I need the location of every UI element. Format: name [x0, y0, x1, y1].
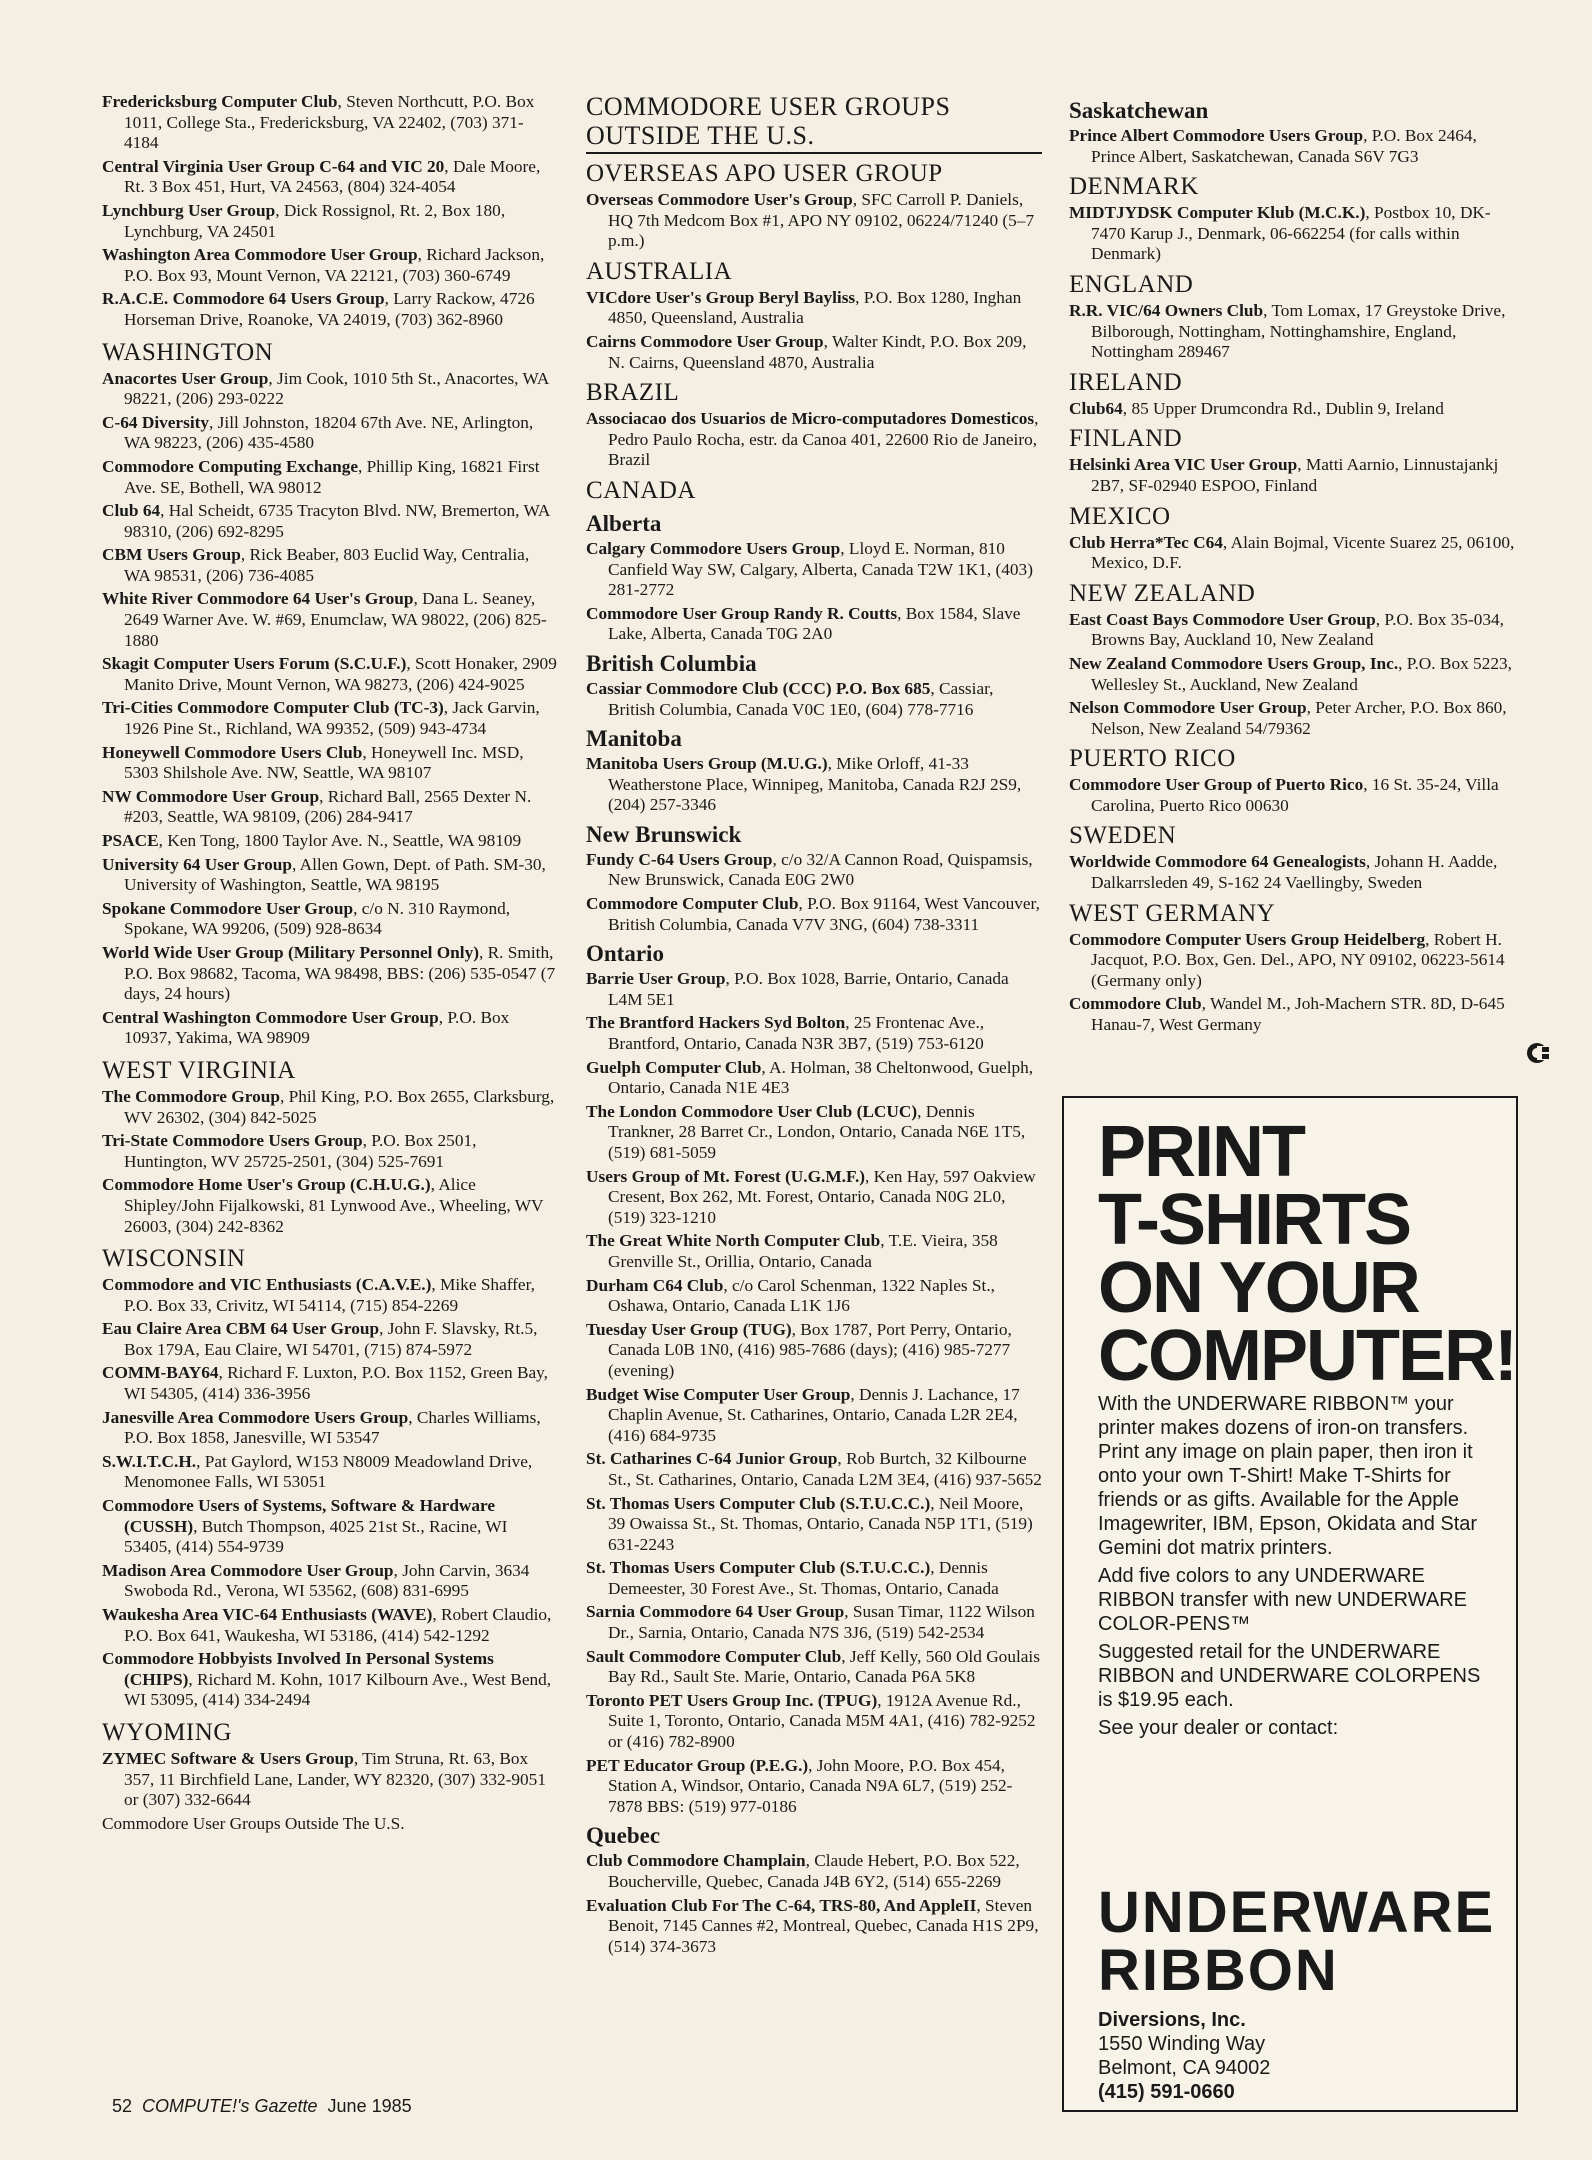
- group-details: , Charles Williams, P.O. Box 1858, Janesville, WI 53547: [124, 1407, 541, 1448]
- group-name: Commodore Users of Systems, Software & Hardware (CUSSH): [102, 1496, 496, 1536]
- group-name: Durham C64 Club: [586, 1275, 724, 1295]
- listing-entry: [102, 1452, 558, 1493]
- group-details: , c/o 32/A Cannon Road, Quispamsis, New Brunswick, Canada E0G 2W0: [608, 849, 1033, 890]
- group-details: , 1912A Avenue Rd., Suite 1, Toronto, Ontario, Canada M5M 4A1, (416) 782-9252 or (416) 782-8900: [608, 1690, 1036, 1752]
- province-heading: New Brunswick: [586, 821, 742, 847]
- headline-line: PRINT: [1098, 1112, 1304, 1192]
- group-name: CBM Users Group: [102, 545, 241, 565]
- group-name: R.A.C.E. Commodore 64 Users Group: [102, 289, 385, 309]
- group-details: , Steven Benoit, 7145 Cannes #2, Montreal, Quebec, Canada H1S 2P9, (514) 374-3673: [608, 1895, 1039, 1956]
- group-name: Toronto PET Users Group Inc. (TPUG): [586, 1690, 878, 1710]
- page-footer: [112, 2096, 412, 2117]
- section-heading: CANADA: [586, 476, 696, 504]
- group-details: , Matti Aarnio, Linnustajankj 2B7, SF-02940 ESPOO, Finland: [1091, 455, 1499, 495]
- group-name: COMM-BAY64: [102, 1363, 219, 1383]
- group-details: , SFC Carroll P. Daniels, HQ 7th Medcom Box #1, APO NY 09102, 06224/71240 (5–7 p.m.): [608, 190, 1035, 251]
- ad-paragraph: See your dealer or contact:: [1098, 1717, 1339, 1739]
- logo-line: UNDERWARE: [1098, 1880, 1496, 1945]
- group-details: , Cassiar, British Columbia, Canada V0C 1E0, (604) 778-7716: [608, 678, 994, 719]
- group-details: , T.E. Vieira, 358 Grenville St., Orillia, Ontario, Canada: [608, 1231, 998, 1271]
- group-details: , Robert H. Jacquot, P.O. Box, Gen. Del., APO, NY 09102, 06223-5614 (Germany only): [1091, 929, 1505, 990]
- listing-entry: [102, 1087, 558, 1128]
- section-heading: SWEDEN: [1069, 822, 1177, 850]
- listing-entry: [586, 1756, 1042, 1818]
- group-details: , Dana L. Seaney, 2649 Warner Ave. W. #69, Enumclaw, WA 98022, (206) 825-1880: [124, 589, 547, 650]
- group-details: , c/o N. 310 Raymond, Spokane, WA 99206, (509) 928-8634: [124, 898, 511, 939]
- group-name: Commodore Club: [1069, 994, 1202, 1014]
- listing-entry: [102, 413, 558, 454]
- listing-entry: [102, 157, 558, 198]
- listing-entry: [102, 545, 558, 586]
- group-name: The London Commodore User Club (LCUC): [586, 1101, 918, 1121]
- group-name: World Wide User Group (Military Personnel Only): [102, 942, 479, 962]
- group-name: MIDTJYDSK Computer Klub (M.C.K.): [1069, 203, 1366, 223]
- listing-entry: [1069, 775, 1525, 816]
- listing-entry: [102, 1275, 558, 1316]
- section-heading: NEW ZEALAND: [1069, 579, 1256, 607]
- listing-entry: [586, 1167, 1042, 1229]
- group-name: St. Catharines C-64 Junior Group: [586, 1449, 838, 1469]
- group-details: , Steven Northcutt, P.O. Box 1011, College Sta., Fredericksburg, VA 22402, (703) 371-4184: [124, 92, 535, 153]
- group-name: The Commodore Group: [102, 1086, 280, 1106]
- group-name: Commodore Hobbyists Involved In Personal Systems (CHIPS): [102, 1649, 494, 1689]
- issue-date: June 1985: [327, 2096, 412, 2116]
- continuation-note: Commodore User Groups Outside The U.S.: [102, 1813, 405, 1833]
- province-heading: Alberta: [586, 510, 662, 536]
- group-name: Evaluation Club For The C-64, TRS-80, And AppleII: [586, 1895, 977, 1915]
- listing-entry: [1069, 203, 1525, 265]
- group-details: , P.O. Box 1028, Barrie, Ontario, Canada L4M 5E1: [608, 969, 1009, 1009]
- listing-entry: [102, 698, 558, 739]
- section-heading: DENMARK: [1069, 173, 1199, 201]
- group-details: , Johann H. Aadde, Dalkarrsleden 49, S-162 24 Vaellingby, Sweden: [1091, 852, 1498, 893]
- group-name: Skagit Computer Users Forum (S.C.U.F.): [102, 654, 407, 674]
- listing-entry: [586, 679, 1042, 720]
- group-name: St. Thomas Users Computer Club (S.T.U.C.C.): [586, 1493, 931, 1513]
- ad-body: [1098, 1392, 1498, 1744]
- listing-entry: [102, 1561, 558, 1602]
- group-details: , Mike Shaffer, P.O. Box 33, Crivitz, WI 54114, (715) 854-2269: [124, 1275, 535, 1315]
- listing-entry: [586, 1691, 1042, 1753]
- listing-entry: [1069, 994, 1525, 1035]
- listing-entry: [102, 1649, 558, 1711]
- section-heading: AUSTRALIA: [586, 257, 733, 285]
- group-details: , Richard F. Luxton, P.O. Box 1152, Green Bay, WI 54305, (414) 336-3956: [124, 1363, 548, 1404]
- column-2: [586, 92, 1042, 1960]
- group-details: , Richard Jackson, P.O. Box 93, Mount Vernon, VA 22121, (703) 360-6749: [124, 245, 545, 285]
- group-name: Barrie User Group: [586, 969, 726, 989]
- listing-entry: [586, 332, 1042, 373]
- listing-entry: [102, 1605, 558, 1646]
- company-name: Diversions, Inc.: [1098, 2009, 1246, 2031]
- column-3: [1069, 92, 1525, 1039]
- group-name: Waukesha Area VIC-64 Enthusiasts (WAVE): [102, 1605, 433, 1624]
- headline-line: ON YOUR: [1098, 1248, 1419, 1328]
- group-details: , Peter Archer, P.O. Box 860, Nelson, New Zealand 54/79362: [1091, 698, 1507, 738]
- group-name: Users Group of Mt. Forest (U.G.M.F.): [586, 1166, 866, 1186]
- ad-paragraph: With the UNDERWARE RIBBON™ your printer makes dozens of iron-on transfers. Print any image on plain paper, then iron it onto your own T-Shirt! Make T-Shirts for friends or as gifts. Available for the Apple Imagewriter, IBM, Epson, Okidata and Star Gemini dot matrix printers.: [1098, 1393, 1478, 1559]
- listing-entry: [102, 787, 558, 828]
- listing-entry: [586, 409, 1042, 471]
- section-heading: FINLAND: [1069, 425, 1183, 453]
- listing-entry: [102, 1319, 558, 1360]
- group-details: , Alice Shipley/John Fijalkowski, 81 Lynwood Ave., Wheeling, WV 26003, (304) 242-8362: [124, 1175, 544, 1236]
- listing-entry: [102, 1363, 558, 1404]
- group-name: The Great White North Computer Club: [586, 1231, 881, 1251]
- listing-entry: [586, 1494, 1042, 1556]
- group-details: , c/o Carol Schenman, 1322 Naples St., Oshawa, Ontario, Canada L1K 1J6: [608, 1275, 995, 1316]
- group-details: , A. Holman, 38 Cheltonwood, Guelph, Ontario, Canada N1E 4E3: [608, 1057, 1034, 1098]
- group-details: , Dennis Trankner, 28 Barret Cr., London, Ontario, Canada N6E 1T5, (519) 681-5059: [608, 1101, 1026, 1162]
- group-name: Commodore User Group of Puerto Rico: [1069, 775, 1364, 795]
- group-details: , R. Smith, P.O. Box 98682, Tacoma, WA 98498, BBS: (206) 535-0547 (7 days, 24 hours): [124, 942, 556, 1004]
- group-name: The Brantford Hackers Syd Bolton: [586, 1013, 846, 1033]
- group-name: Club64: [1069, 398, 1123, 418]
- group-details: , Scott Honaker, 2909 Manito Drive, Mount Vernon, WA 98273, (206) 424-9025: [124, 654, 557, 694]
- group-details: , Susan Timar, 1122 Wilson Dr., Sarnia, Ontario, Canada N7S 3J6, (519) 542-2534: [608, 1602, 1035, 1643]
- section-heading: MEXICO: [1069, 502, 1171, 530]
- group-name: Commodore Computer Users Group Heidelberg: [1069, 929, 1426, 949]
- group-name: PSACE: [102, 831, 159, 850]
- listing-entry: [586, 604, 1042, 645]
- group-name: New Zealand Commodore Users Group, Inc.: [1069, 653, 1399, 673]
- group-details: , Richard Ball, 2565 Dexter N. #203, Seattle, WA 98109, (206) 284-9417: [124, 786, 532, 827]
- listing-entry: [102, 831, 558, 852]
- group-details: , Lloyd E. Norman, 810 Canfield Way SW, Calgary, Alberta, Canada T2W 1K1, (403) 281-2772: [608, 538, 1033, 600]
- listing-entry: [1069, 301, 1525, 363]
- listing-entry: [1069, 399, 1525, 420]
- group-name: Anacortes User Group: [102, 368, 269, 388]
- listing-entry: [102, 943, 558, 1005]
- group-name: Central Washington Commodore User Group: [102, 1007, 439, 1027]
- listing-entry: [102, 92, 558, 154]
- group-details: , Dale Moore, Rt. 3 Box 451, Hurt, VA 24563, (804) 324-4054: [124, 156, 541, 197]
- ad-paragraph: Add five colors to any UNDERWARE RIBBON transfer with new UNDERWARE COLOR-PENS™: [1098, 1565, 1467, 1635]
- listing-entry: [586, 894, 1042, 935]
- group-details: , Tim Struna, Rt. 63, Box 357, 11 Birchfield Lane, Lander, WY 82320, (307) 332-9051 or (307) 332-6644: [124, 1748, 546, 1810]
- group-details: , Ken Tong, 1800 Taylor Ave. N., Seattle, WA 98109: [158, 831, 522, 850]
- address-line: Belmont, CA 94002: [1098, 2057, 1271, 2079]
- group-details: , P.O. Box 10937, Yakima, WA 98909: [124, 1007, 510, 1048]
- group-details: , Robert Claudio, P.O. Box 641, Waukesha, WI 53186, (414) 542-1292: [124, 1605, 552, 1645]
- province-heading: Ontario: [586, 941, 664, 967]
- group-details: , Dennis J. Lachance, 17 Chaplin Avenue, St. Catharines, Ontario, Canada L2R 2E4, (416) 684-9735: [608, 1384, 1020, 1445]
- ad-contact: [1098, 2008, 1270, 2104]
- group-name: Cassiar Commodore Club (CCC) P.O. Box 685: [586, 678, 931, 698]
- group-name: Washington Area Commodore User Group: [102, 245, 418, 265]
- group-name: Commodore Home User's Group (C.H.U.G.): [102, 1175, 431, 1195]
- section-heading: BRAZIL: [586, 379, 680, 407]
- listing-entry: [1069, 654, 1525, 695]
- group-name: Guelph Computer Club: [586, 1057, 762, 1077]
- listing-entry: [586, 1602, 1042, 1643]
- listing-entry: [102, 1175, 558, 1237]
- column-1: [102, 92, 558, 1837]
- group-name: NW Commodore User Group: [102, 786, 320, 806]
- group-name: S.W.I.T.C.H.: [102, 1451, 197, 1471]
- section-heading: WEST GERMANY: [1069, 899, 1276, 927]
- listing-entry: [102, 589, 558, 651]
- group-details: , Jim Cook, 1010 5th St., Anacortes, WA 98221, (206) 293-0222: [124, 368, 549, 409]
- group-name: Commodore and VIC Enthusiasts (C.A.V.E.): [102, 1275, 432, 1295]
- group-name: Club Commodore Champlain: [586, 1851, 806, 1871]
- group-details: , 85 Upper Drumcondra Rd., Dublin 9, Ireland: [1122, 398, 1444, 418]
- group-details: , Postbox 10, DK-7470 Karup J., Denmark, 06-662254 (for calls within Denmark): [1091, 203, 1491, 264]
- listing-entry: [586, 1449, 1042, 1490]
- group-details: , Dennis Demeester, 30 Forest Ave., St. Thomas, Ontario, Canada: [608, 1558, 999, 1598]
- province-heading: British Columbia: [586, 650, 757, 676]
- section-heading: WYOMING: [102, 1718, 232, 1746]
- group-name: Commodore Computing Exchange: [102, 456, 359, 476]
- listing-entry: [102, 289, 558, 330]
- listing-entry: [586, 1851, 1042, 1892]
- group-details: , Box 1584, Slave Lake, Alberta, Canada T0G 2A0: [608, 603, 1021, 644]
- group-details: , Honeywell Inc. MSD, 5303 Shilshole Ave. NW, Seattle, WA 98107: [124, 742, 524, 783]
- listing-entry: [102, 1008, 558, 1049]
- group-details: , Claude Hebert, P.O. Box 522, Boucherville, Quebec, Canada J4B 6Y2, (514) 655-2269: [608, 1851, 1020, 1891]
- group-details: , Dick Rossignol, Rt. 2, Box 180, Lynchburg, VA 24501: [124, 200, 506, 241]
- group-name: Tri-State Commodore Users Group: [102, 1131, 363, 1151]
- group-name: Fundy C-64 Users Group: [586, 849, 773, 869]
- listing-entry: [1069, 455, 1525, 496]
- listing-entry: [586, 850, 1042, 891]
- group-name: Lynchburg User Group: [102, 200, 276, 220]
- listing-entry: [1069, 610, 1525, 651]
- group-name: Overseas Commodore User's Group: [586, 190, 853, 209]
- group-name: Honeywell Commodore Users Club: [102, 742, 363, 762]
- group-details: , Hal Scheidt, 6735 Tracyton Blvd. NW, Bremerton, WA 98310, (206) 692-8295: [124, 501, 550, 541]
- group-name: C-64 Diversity: [102, 412, 210, 432]
- group-details: , Phil King, P.O. Box 2655, Clarksburg, WV 26302, (304) 842-5025: [124, 1086, 555, 1127]
- group-name: St. Thomas Users Computer Club (S.T.U.C.C.): [586, 1558, 931, 1578]
- group-name: Prince Albert Commodore Users Group: [1069, 126, 1364, 145]
- group-name: Club 64: [102, 501, 161, 521]
- group-name: Sarnia Commodore 64 User Group: [586, 1602, 845, 1622]
- group-details: , John F. Slavsky, Rt.5, Box 179A, Eau Claire, WI 54701, (715) 874-5972: [124, 1319, 538, 1359]
- ad-headline: [1098, 1112, 1516, 1396]
- section-heading: WISCONSIN: [102, 1245, 246, 1273]
- group-details: , Pedro Paulo Rocha, estr. da Canoa 401, 22600 Rio de Janeiro, Brazil: [608, 409, 1039, 470]
- section-heading: COMMODORE USER GROUPS OUTSIDE THE U.S.: [586, 92, 1042, 154]
- listing-entry: [586, 754, 1042, 816]
- group-details: , 16 St. 35-24, Villa Carolina, Puerto Rico 00630: [1091, 775, 1499, 815]
- listing-entry: [586, 288, 1042, 329]
- group-name: Commodore Computer Club: [586, 894, 799, 914]
- group-name: East Coast Bays Commodore User Group: [1069, 609, 1376, 629]
- group-details: , Mike Orloff, 41-33 Weatherstone Place, Winnipeg, Manitoba, Canada R2J 2S9, (204) 257-3346: [608, 754, 1022, 815]
- section-heading: WEST VIRGINIA: [102, 1056, 296, 1084]
- listing-entry: [102, 457, 558, 498]
- group-name: VICdore User's Group Beryl Bayliss: [586, 287, 856, 307]
- listing-entry: [102, 899, 558, 940]
- listing-entry: [586, 1558, 1042, 1599]
- group-details: , Neil Moore, 39 Owaissa St., St. Thomas, Ontario, Canada N5P 1T1, (519) 631-2243: [608, 1493, 1033, 1554]
- province-heading: Quebec: [586, 1823, 661, 1849]
- group-name: Spokane Commodore User Group: [102, 898, 354, 918]
- listing-entry: [586, 1896, 1042, 1958]
- group-details: , P.O. Box 1280, Inghan 4850, Queensland, Australia: [608, 287, 1022, 328]
- group-details: , Ken Hay, 597 Oakview Cresent, Box 262, Mt. Forest, Ontario, Canada N0G 2L0, (519) 323-1210: [608, 1166, 1036, 1227]
- group-details: , Box 1787, Port Perry, Ontario, Canada L0B 1N0, (416) 985-7686 (days); (416) 985-7277 (evening): [608, 1319, 1012, 1380]
- listing-entry: [586, 1013, 1042, 1054]
- group-details: , Larry Rackow, 4726 Horseman Drive, Roanoke, VA 24019, (703) 362-8960: [124, 289, 535, 329]
- group-name: University 64 User Group: [102, 854, 292, 874]
- group-name: Fredericksburg Computer Club: [102, 92, 338, 111]
- group-details: , Richard M. Kohn, 1017 Kilbourn Ave., West Bend, WI 53095, (414) 334-2494: [124, 1669, 552, 1710]
- logo-line: RIBBON: [1098, 1938, 1339, 2003]
- group-name: Eau Claire Area CBM 64 User Group: [102, 1319, 380, 1339]
- group-name: ZYMEC Software & Users Group: [102, 1748, 354, 1768]
- group-details: , Walter Kindt, P.O. Box 209, N. Cairns, Queensland 4870, Australia: [608, 331, 1027, 372]
- headline-line: T-SHIRTS: [1098, 1180, 1411, 1260]
- listing-entry: [102, 501, 558, 542]
- group-details: , Phillip King, 16821 First Ave. SE, Bothell, WA 98012: [124, 456, 540, 497]
- group-name: Nelson Commodore User Group: [1069, 698, 1307, 718]
- group-details: , Tom Lomax, 17 Greystoke Drive, Bilborough, Nottingham, Nottinghamshire, England, Nottingham 289467: [1091, 300, 1506, 362]
- listing-entry: [586, 1058, 1042, 1099]
- group-details: , Allen Gown, Dept. of Path. SM-30, University of Washington, Seattle, WA 98195: [124, 854, 546, 895]
- group-details: , Rob Burtch, 32 Kilbourne St., St. Catharines, Ontario, Canada L2M 3E4, (416) 937-5652: [608, 1449, 1042, 1489]
- listing-entry: [102, 1131, 558, 1172]
- group-details: , Wandel M., Joh-Machern STR. 8D, D-645 Hanau-7, West Germany: [1091, 994, 1505, 1035]
- listing-entry: [102, 1496, 558, 1558]
- group-details: , P.O. Box 2464, Prince Albert, Saskatchewan, Canada S6V 7G3: [1091, 126, 1477, 166]
- group-details: , Butch Thompson, 4025 21st St., Racine, WI 53405, (414) 554-9739: [124, 1516, 508, 1557]
- section-heading: OVERSEAS APO USER GROUP: [586, 160, 943, 187]
- listing-entry: [102, 1408, 558, 1449]
- section-heading: IRELAND: [1069, 368, 1183, 396]
- group-name: Calgary Commodore Users Group: [586, 538, 841, 558]
- group-name: White River Commodore 64 User's Group: [102, 589, 414, 609]
- commodore-logo-icon: [1526, 1042, 1552, 1064]
- group-details: , Alain Bojmal, Vicente Suarez 25, 06100, Mexico, D.F.: [1091, 532, 1515, 573]
- listing-entry: [586, 1276, 1042, 1317]
- listing-entry: [102, 855, 558, 896]
- group-details: , Jack Garvin, 1926 Pine St., Richland, WA 99352, (509) 943-4734: [124, 698, 540, 739]
- listing-entry: [1069, 698, 1525, 739]
- group-details: , P.O. Box 35-034, Browns Bay, Auckland 10, New Zealand: [1091, 609, 1504, 650]
- group-name: Sault Commodore Computer Club: [586, 1646, 842, 1666]
- listing-entry: [102, 201, 558, 242]
- listing-entry: [1069, 852, 1525, 893]
- group-name: Manitoba Users Group (M.U.G.): [586, 754, 828, 774]
- group-name: Helsinki Area VIC User Group: [1069, 455, 1298, 475]
- group-details: , Pat Gaylord, W153 N8009 Meadowland Drive, Menomonee Falls, WI 53051: [124, 1451, 533, 1492]
- group-name: Budget Wise Computer User Group: [586, 1384, 851, 1404]
- listing-entry: [102, 654, 558, 695]
- listing-entry: [586, 1647, 1042, 1688]
- group-details: , John Carvin, 3634 Swoboda Rd., Verona, WI 53562, (608) 831-6995: [124, 1560, 530, 1601]
- listing-entry: [586, 539, 1042, 601]
- group-details: , Jeff Kelly, 560 Old Goulais Bay Rd., Sault Ste. Marie, Ontario, Canada P6A 5K8: [608, 1646, 1040, 1687]
- listing-entry: [586, 1385, 1042, 1447]
- listing-entry: [102, 1749, 558, 1811]
- province-heading: Saskatchewan: [1069, 98, 1209, 123]
- address-line: 1550 Winding Way: [1098, 2033, 1266, 2055]
- listing-entry: [1069, 126, 1525, 167]
- group-name: Tuesday User Group (TUG): [586, 1319, 792, 1339]
- group-details: , John Moore, P.O. Box 454, Station A, Windsor, Ontario, Canada N9A 6L7, (519) 252-7878 BBS: (519) 977-0186: [608, 1755, 1013, 1816]
- listing-entry: [1069, 533, 1525, 574]
- group-details: , Rick Beaber, 803 Euclid Way, Centralia, WA 98531, (206) 736-4085: [124, 545, 530, 585]
- group-name: Madison Area Commodore User Group: [102, 1560, 394, 1580]
- group-name: Worldwide Commodore 64 Genealogists: [1069, 852, 1366, 872]
- tshirt-advertisement: [1062, 1096, 1518, 2112]
- group-name: Cairns Commodore User Group: [586, 331, 824, 351]
- group-details: , P.O. Box 5223, Wellesley St., Auckland, New Zealand: [1091, 653, 1512, 694]
- listing-entry: [1069, 930, 1525, 992]
- group-details: , Jill Johnston, 18204 67th Ave. NE, Arlington, WA 98223, (206) 435-4580: [124, 412, 534, 453]
- listing-entry: [102, 743, 558, 784]
- group-name: PET Educator Group (P.E.G.): [586, 1755, 809, 1775]
- listing-entry: [102, 369, 558, 410]
- group-name: R.R. VIC/64 Owners Club: [1069, 300, 1264, 320]
- listing-entry: [586, 1102, 1042, 1164]
- listing-entry: [102, 245, 558, 286]
- phone-number: (415) 591-0660: [1098, 2081, 1235, 2103]
- group-details: , P.O. Box 91164, West Vancouver, British Columbia, Canada V7V 3NG, (604) 738-3311: [608, 894, 1040, 934]
- section-heading: WASHINGTON: [102, 338, 274, 366]
- underware-ribbon-logo: [1098, 1880, 1496, 2003]
- province-heading: Manitoba: [586, 726, 682, 752]
- group-details: , P.O. Box 2501, Huntington, WV 25725-2501, (304) 525-7691: [124, 1131, 477, 1171]
- section-heading: PUERTO RICO: [1069, 745, 1236, 773]
- ad-paragraph: Suggested retail for the UNDERWARE RIBBON and UNDERWARE COLORPENS is $19.95 each.: [1098, 1641, 1481, 1711]
- group-name: Associacao dos Usuarios de Micro-computadores Domesticos: [586, 409, 1035, 429]
- listing-entry: [586, 1320, 1042, 1382]
- listing-entry: [586, 1231, 1042, 1272]
- group-name: Commodore User Group Randy R. Coutts: [586, 603, 898, 623]
- headline-line: COMPUTER!: [1098, 1316, 1516, 1396]
- group-name: Janesville Area Commodore Users Group: [102, 1407, 409, 1427]
- listing-entry: [586, 190, 1042, 252]
- section-heading: ENGLAND: [1069, 270, 1194, 298]
- group-name: Central Virginia User Group C-64 and VIC 20: [102, 156, 445, 176]
- group-name: Club Herra*Tec C64: [1069, 532, 1223, 552]
- listing-entry: [586, 969, 1042, 1010]
- page-number: 52: [112, 2096, 133, 2116]
- magazine-name: COMPUTE!'s Gazette: [142, 2096, 318, 2116]
- group-details: , 25 Frontenac Ave., Brantford, Ontario, Canada N3R 3B7, (519) 753-6120: [608, 1013, 985, 1054]
- group-name: Tri-Cities Commodore Computer Club (TC-3): [102, 698, 444, 718]
